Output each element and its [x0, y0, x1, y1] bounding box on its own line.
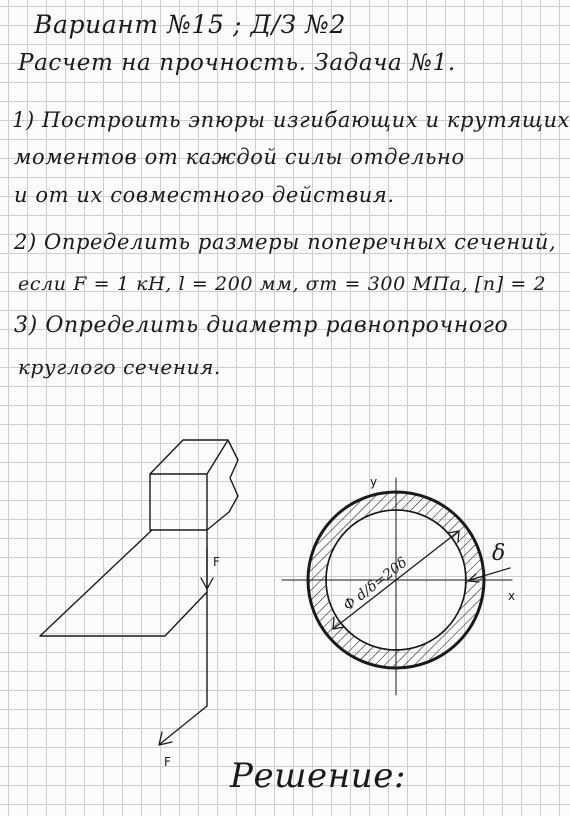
solution-heading: Решение: — [230, 756, 406, 796]
force-label-horizontal: F — [164, 755, 171, 769]
header-task: Расчет на прочность. Задача №1. — [18, 50, 456, 76]
thickness-label: δ — [492, 541, 506, 566]
force-arrow-horizontal — [160, 706, 207, 744]
item2-line1: 2) Определить размеры поперечных сечений, — [14, 230, 557, 254]
item1-line2: моментов от каждой силы отдельно — [14, 145, 465, 169]
cross-section-figure — [210, 0, 515, 695]
item3-line1: 3) Определить диаметр равнопрочного — [14, 313, 509, 338]
cube-outline — [150, 440, 238, 530]
support-plate — [40, 530, 207, 636]
item2-line2: если F = 1 кН, l = 200 мм, σт = 300 МПа, [n] = 2 — [18, 273, 547, 295]
diameter-label: Ф d/δ=20δ — [340, 554, 411, 615]
item1-line3: и от их совместного действия. — [14, 183, 395, 207]
header-variant: Вариант №15 ; Д/З №2 — [34, 10, 347, 39]
section-ring-hatch — [210, 0, 484, 668]
axis-x-label: x — [508, 589, 516, 603]
item1-line1: 1) Построить эпюры изгибающих и крутящих — [12, 108, 570, 132]
axis-y-label: y — [370, 475, 378, 489]
beam-structure-figure — [40, 440, 238, 769]
item3-line2: круглого сечения. — [18, 355, 221, 379]
force-label-vertical: F — [213, 555, 220, 569]
